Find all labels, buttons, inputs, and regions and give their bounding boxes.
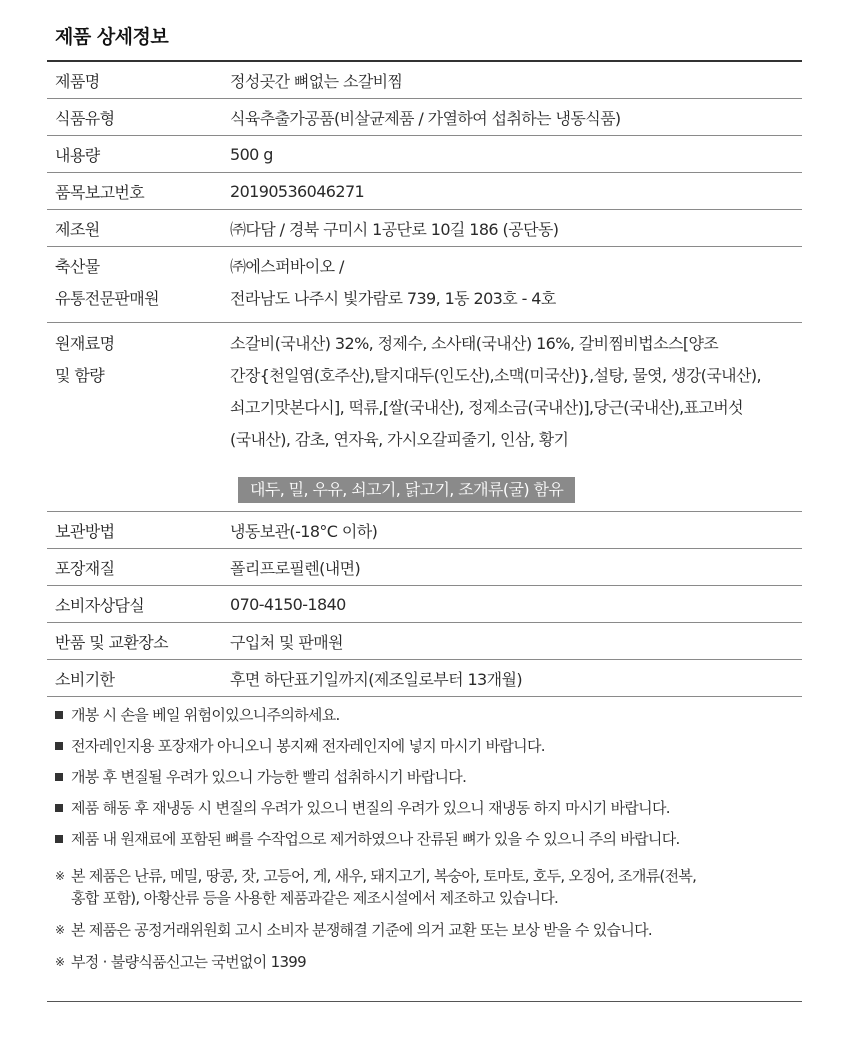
square-bullet-icon: [55, 711, 63, 719]
note-text: 제품 해동 후 재냉동 시 변질의 우려가 있으니 변질의 우려가 있으니 재냉동 하지 마시기 바랍니다.: [71, 799, 670, 817]
allergen-badge: 대두, 밀, 우유, 쇠고기, 닭고기, 조개류(굴) 함유: [238, 477, 575, 503]
note-text: 개봉 시 손을 베일 위험이있으니주의하세요.: [71, 706, 340, 724]
value-line: 소갈비(국내산) 32%, 정제수, 소사태(국내산) 16%, 갈비찜비법소스[양조: [230, 334, 719, 353]
square-bullet-icon: [55, 835, 63, 843]
value-line: 전라남도 나주시 빛가람로 739, 1동 203호 - 4호: [230, 289, 556, 308]
star-note-item: [55, 919, 805, 941]
star-note-line: 홍합 포함), 아황산류 등을 사용한 제품과같은 제조시설에서 제조하고 있습니다.: [71, 889, 559, 907]
note-item: [55, 704, 805, 735]
row-value: 후면 하단표기일까지(제조일로부터 13개월): [230, 669, 522, 689]
value-line: 간장{천일염(호주산),탈지대두(인도산),소맥(미국산)},설탕, 물엿, 생강(국내산),: [230, 366, 762, 385]
row-label: 포장재질: [55, 558, 115, 578]
row-value: 500 g: [230, 144, 273, 164]
table-row-net-content: [47, 136, 802, 173]
row-value: 정성곳간 뼈없는 소갈비찜: [230, 71, 403, 91]
star-note-item: [55, 865, 805, 909]
row-label: 소비자상담실: [55, 595, 145, 615]
row-value: [230, 323, 802, 467]
table-row-return-place: [47, 623, 802, 660]
square-bullet-icon: [55, 742, 63, 750]
row-label: 보관방법: [55, 521, 115, 541]
row-label: [47, 247, 230, 322]
table-row-storage: [47, 512, 802, 549]
star-note-line: 본 제품은 공정거래위원회 고시 소비자 분쟁해결 기준에 의거 교환 또는 보상 받을 수 있습니다.: [71, 921, 652, 939]
row-label: 제품명: [55, 71, 100, 91]
square-bullet-icon: [55, 804, 63, 812]
row-value: 폴리프로필렌(내면): [230, 558, 361, 578]
table-row-packaging: [47, 549, 802, 586]
reference-mark-icon: ※: [55, 955, 65, 969]
table-row-manufacturer: [47, 210, 802, 247]
notes-section: [55, 704, 805, 983]
row-label: 반품 및 교환장소: [55, 632, 168, 652]
row-label: 내용량: [55, 145, 100, 165]
reference-mark-icon: ※: [55, 869, 65, 883]
row-value: 구입처 및 판매원: [230, 632, 343, 652]
row-label: [47, 323, 230, 467]
row-label: 식품유형: [55, 108, 115, 128]
row-value: 냉동보관(-18°C 이하): [230, 521, 378, 541]
page-title: 제품 상세정보: [55, 26, 169, 48]
note-text: 전자레인지용 포장재가 아니오니 봉지째 전자레인지에 넣지 마시기 바랍니다.: [71, 737, 545, 755]
note-item: [55, 828, 805, 859]
note-text: 제품 내 원재료에 포함된 뼈를 수작업으로 제거하였으나 잔류된 뼈가 있을 수 있으니 주의 바랍니다.: [71, 830, 680, 848]
row-label: 제조원: [55, 219, 100, 239]
star-note-item: [55, 951, 805, 973]
table-row-report-number: [47, 173, 802, 210]
label-line: 유통전문판매원: [55, 289, 159, 308]
row-label: 품목보고번호: [55, 182, 145, 202]
row-value: 070-4150-1840: [230, 594, 346, 614]
square-bullet-icon: [55, 773, 63, 781]
note-text: 개봉 후 변질될 우려가 있으니 가능한 빨리 섭취하시기 바랍니다.: [71, 768, 467, 786]
star-note-line: 부정 · 불량식품신고는 국번없이 1399: [71, 953, 306, 971]
label-line: 및 함량: [55, 366, 105, 385]
allergen-row: [47, 467, 802, 512]
label-line: 축산물: [55, 257, 100, 276]
reference-mark-icon: ※: [55, 923, 65, 937]
row-value: 20190536046271: [230, 181, 365, 201]
product-info-table: [47, 60, 802, 697]
bottom-divider: [47, 1001, 802, 1002]
note-item: [55, 766, 805, 797]
table-row-expiry: [47, 660, 802, 697]
table-row-ingredients: [47, 323, 802, 467]
value-line: 쇠고기맛본다시], 떡류,[쌀(국내산), 정제소금(국내산)],당근(국내산),표고버섯: [230, 398, 744, 417]
label-line: 원재료명: [55, 334, 115, 353]
row-value: [230, 247, 802, 322]
row-value: ㈜다담 / 경북 구미시 1공단로 10길 186 (공단동): [230, 219, 559, 239]
table-row-product-name: [47, 62, 802, 99]
value-line: (국내산), 감초, 연자육, 가시오갈피줄기, 인삼, 황기: [230, 430, 569, 449]
table-row-food-type: [47, 99, 802, 136]
star-note-line: 본 제품은 난류, 메밀, 땅콩, 잣, 고등어, 게, 새우, 돼지고기, 복숭아, 토마토, 호두, 오징어, 조개류(전복,: [71, 867, 697, 885]
row-value: 식육추출가공품(비살균제품 / 가열하여 섭취하는 냉동식품): [230, 108, 621, 128]
note-item: [55, 735, 805, 766]
row-label: 소비기한: [55, 669, 115, 689]
table-row-consumer-center: [47, 586, 802, 623]
note-item: [55, 797, 805, 828]
table-row-seller: [47, 247, 802, 323]
value-line: ㈜에스퍼바이오 /: [230, 257, 344, 276]
